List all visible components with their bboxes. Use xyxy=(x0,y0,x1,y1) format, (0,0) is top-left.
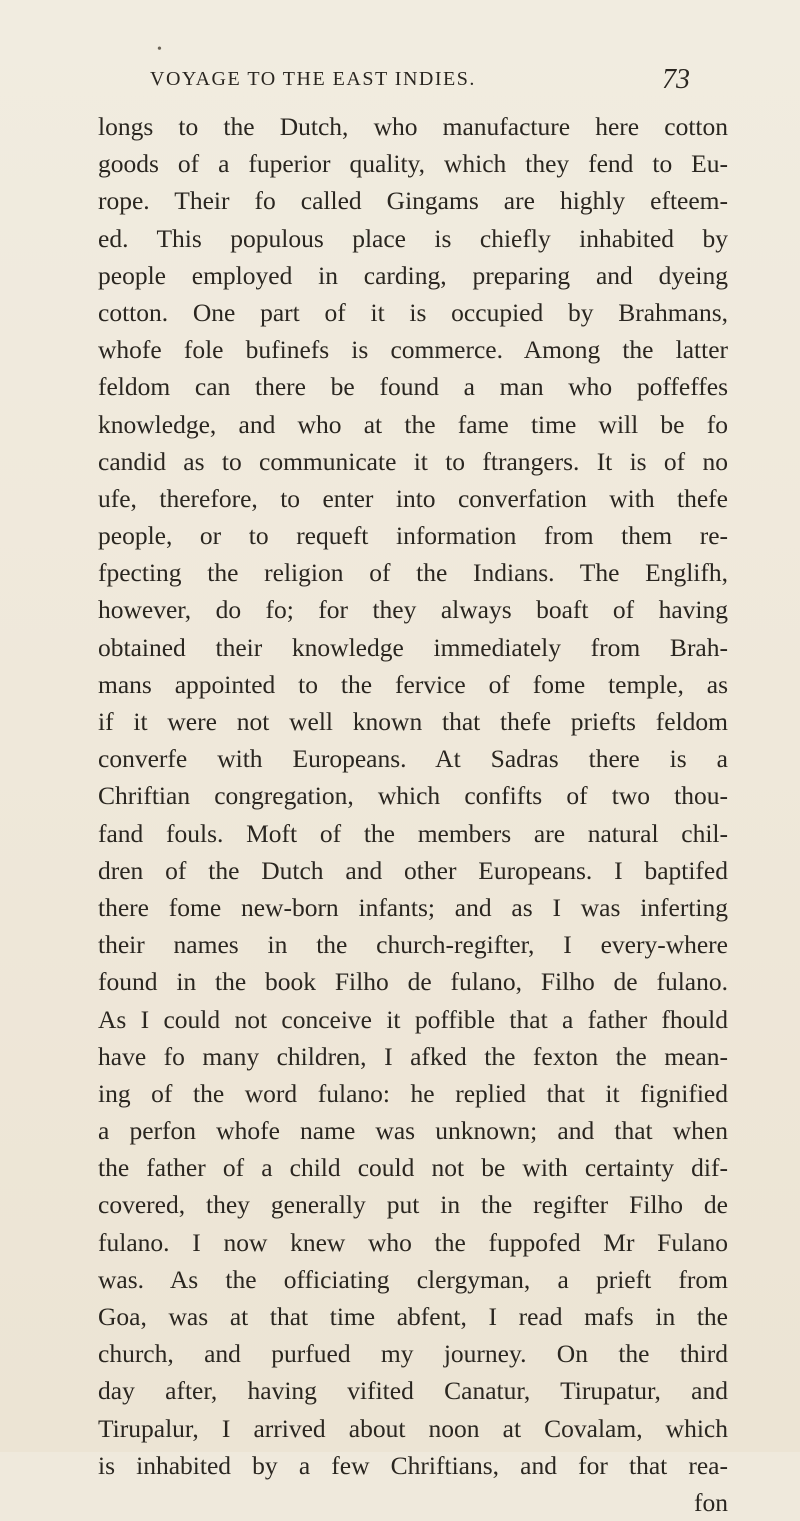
text-line: Chriftian congregation, which confifts of two thou- xyxy=(98,781,728,811)
text-line: their names in the church-regifter, I every-where xyxy=(98,930,728,960)
text-line: cotton. One part of it is occupied by Brahmans, xyxy=(98,297,728,327)
text-line: converfe with Europeans. At Sadras there is a xyxy=(98,744,728,774)
text-line: however, do fo; for they always boaft of having xyxy=(98,595,728,625)
text-line: ing of the word fulano: he replied that it fignified xyxy=(98,1078,728,1108)
text-line: is inhabited by a few Chriftians, and for that rea- xyxy=(98,1450,728,1480)
text-line: fulano. I now knew who the fuppofed Mr Fulano xyxy=(98,1227,728,1257)
printer-mark: • xyxy=(157,42,162,57)
text-line: candid as to communicate it to ftrangers. It is of no xyxy=(98,446,728,476)
text-line: Goa, was at that time abfent, I read mafs in the xyxy=(98,1302,728,1331)
text-line: knowledge, and who at the fame time will be fo xyxy=(98,409,728,439)
text-line: mans appointed to the fervice of fome temple, as xyxy=(98,669,728,699)
text-line: have fo many children, I afked the fexton the mean- xyxy=(98,1041,728,1071)
text-line: fand fouls. Moft of the members are natural chil- xyxy=(98,818,728,848)
text-line: whofe fole bufinefs is commerce. Among the latter xyxy=(98,335,728,365)
text-line: fpecting the religion of the Indians. The Englifh, xyxy=(98,558,728,588)
text-line: was. As the officiating clergyman, a prieft from xyxy=(98,1264,728,1294)
text-line: a perfon whofe name was unknown; and that when xyxy=(98,1116,728,1146)
text-line: feldom can there be found a man who poffeffes xyxy=(98,372,728,402)
running-title: VOYAGE TO THE EAST INDIES. xyxy=(150,68,476,90)
text-line: the father of a child could not be with certainty dif- xyxy=(98,1153,728,1183)
text-line: if it were not well known that thefe priefts feldom xyxy=(98,707,728,736)
running-head xyxy=(150,64,690,98)
text-line: covered, they generally put in the regifter Filho de xyxy=(98,1190,728,1220)
text-line: As I could not conceive it poffible that a father fhould xyxy=(98,1004,728,1034)
text-line: church, and purfued my journey. On the third xyxy=(98,1339,728,1369)
text-line: goods of a fuperior quality, which they fend to Eu- xyxy=(98,149,728,179)
page-number: 73 xyxy=(662,64,690,95)
body-text xyxy=(98,108,728,1521)
text-line: Tirupalur, I arrived about noon at Covalam, which xyxy=(98,1413,728,1443)
text-line: there fome new-born infants; and as I was inferting xyxy=(98,892,728,922)
catchword: fon xyxy=(694,1487,728,1517)
text-line: ufe, therefore, to enter into converfation with thefe xyxy=(98,483,728,513)
text-line: dren of the Dutch and other Europeans. I baptifed xyxy=(98,855,728,885)
text-line: rope. Their fo called Gingams are highly efteem- xyxy=(98,186,728,216)
text-line: people, or to requeft information from them re- xyxy=(98,521,728,551)
text-line: people employed in carding, preparing and dyeing xyxy=(98,260,728,290)
text-line: longs to the Dutch, who manufacture here cotton xyxy=(98,112,728,141)
text-line: found in the book Filho de fulano, Filho de fulano. xyxy=(98,967,728,997)
text-line: obtained their knowledge immediately from Brah- xyxy=(98,632,728,662)
text-line: day after, having vifited Canatur, Tirupatur, and xyxy=(98,1376,728,1406)
text-line: ed. This populous place is chiefly inhabited by xyxy=(98,223,728,253)
